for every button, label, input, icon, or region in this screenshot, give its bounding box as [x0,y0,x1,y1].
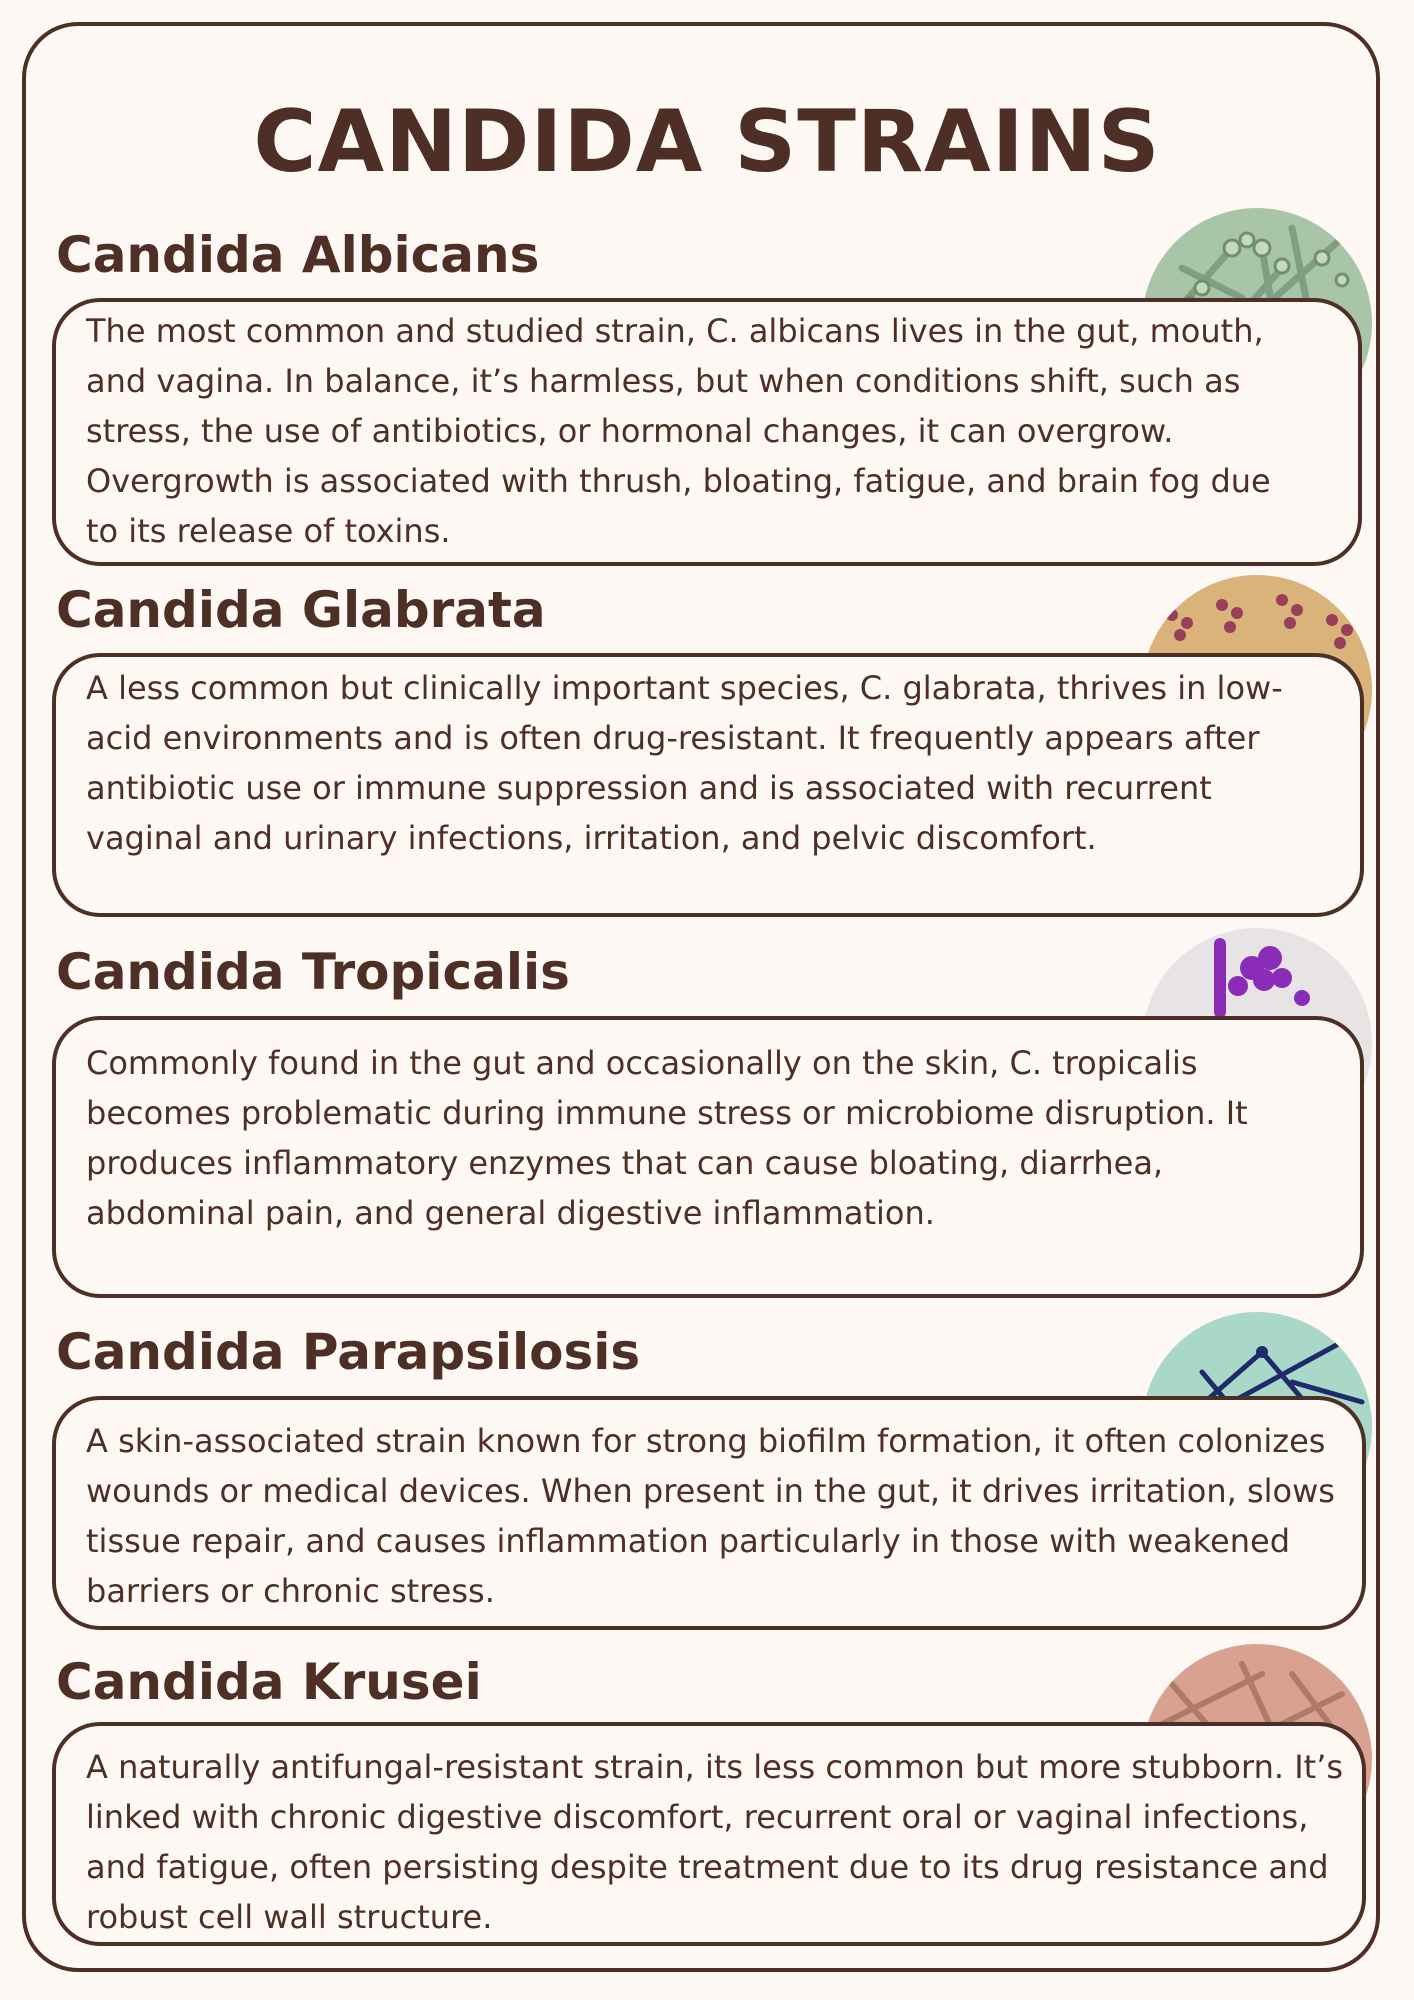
strain-description-card [52,1016,1364,1298]
strain-name: Candida Krusei [56,1653,482,1711]
strain-description: The most common and studied strain, C. albicans lives in the gut, mouth, and vagina. In balance, it’s harmless, but when conditions shift, such as stress, the use of antibiotics, or hormonal changes, it can overgrow. Overgrowth is associated with thrush, bloating, fatigue, and brain fog due to its release of toxins. [86,312,1271,550]
strain-description-card [52,653,1364,917]
strain-name: Candida Glabrata [56,581,546,639]
strain-name: Candida Tropicalis [56,943,570,1001]
strain-description: Commonly found in the gut and occasionally on the skin, C. tropicalis becomes problematic during immune stress or microbiome disruption. It produces inflammatory enzymes that can cause bloating, diarrhea, abdominal pain, and general digestive inflammation. [86,1044,1248,1232]
strain-description-card [52,298,1362,566]
strain-name: Candida Albicans [56,226,540,284]
strain-description: A less common but clinically important species, C. glabrata, thrives in low-acid environments and is often drug-resistant. It frequently appears after antibiotic use or immune suppression and is associated with recurrent vaginal and urinary infections, irritation, and pelvic discomfort. [86,669,1283,857]
strain-description-card [52,1396,1366,1630]
strain-description-card [52,1722,1366,1946]
page-title: CANDIDA STRAINS [253,92,1161,192]
strain-description: A naturally antifungal-resistant strain, its less common but more stubborn. It’s linked with chronic digestive discomfort, recurrent oral or vaginal infections, and fatigue, often persisting despite treatment due to its drug resistance and robust cell wall structure. [86,1748,1344,1936]
strain-description: A skin-associated strain known for strong biofilm formation, it often colonizes wounds or medical devices. When present in the gut, it drives irritation, slows tissue repair, and causes inflammation particularly in those with weakened barriers or chronic stress. [86,1422,1335,1610]
strain-name: Candida Parapsilosis [56,1323,641,1381]
